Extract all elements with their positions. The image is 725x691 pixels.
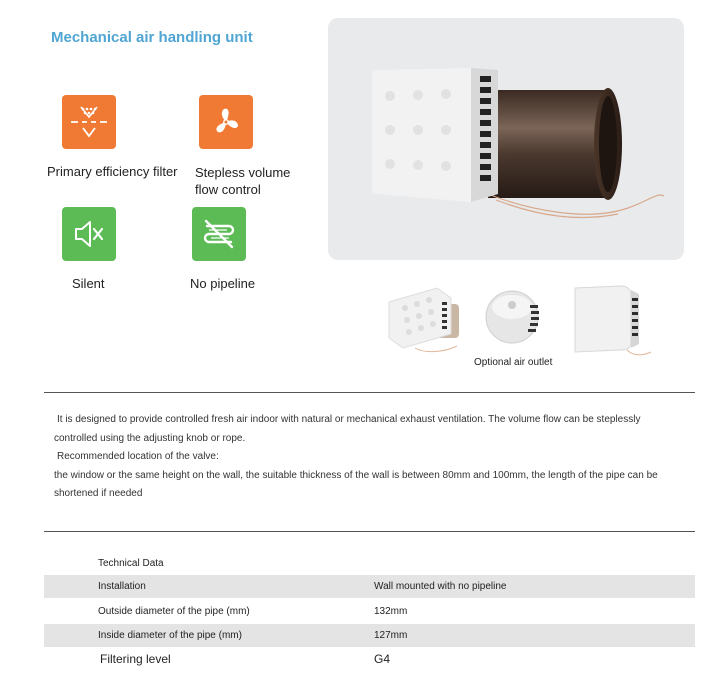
description [54, 411, 704, 504]
technical-data-heading: Technical Data [98, 558, 164, 569]
description-line-2: controlled using the adjusting knob or rope. [54, 432, 246, 444]
product-hero-image [328, 18, 684, 260]
divider-bottom [44, 531, 695, 532]
row-label: Filtering level [100, 652, 171, 666]
row-value: G4 [374, 652, 391, 666]
divider-top [44, 392, 695, 393]
row-value: 132mm [374, 606, 408, 617]
row-value: Wall mounted with no pipeline [374, 581, 507, 592]
page-title: Mechanical air handling unit [51, 29, 253, 46]
description-line-5: shortened if needed [54, 488, 143, 499]
description-line-1: It is designed to provide controlled fresh air indoor with natural or mechanical exhaust ventilation. The volume flow can be steplessly [57, 414, 641, 425]
filter-icon [62, 95, 116, 149]
feature-label-stepless-line1: Stepless volume [195, 165, 291, 180]
feature-label-stepless [195, 164, 290, 198]
outlet-round-thumbnail [482, 287, 548, 354]
row-label: Installation [98, 581, 146, 592]
outlet-square-thumbnail [385, 282, 465, 362]
description-line-3: Recommended location of the valve: [57, 451, 219, 462]
table-row [44, 600, 695, 623]
feature-label-filter: Primary efficiency filter [47, 164, 178, 179]
speaker-mute-icon [62, 207, 116, 261]
row-label: Outside diameter of the pipe (mm) [98, 606, 250, 617]
fan-icon [199, 95, 253, 149]
table-row [44, 575, 695, 598]
feature-label-stepless-line2: flow control [195, 182, 261, 197]
row-value: 127mm [374, 630, 408, 641]
table-row [44, 648, 695, 671]
feature-label-silent: Silent [72, 276, 105, 291]
description-line-4: the window or the same height on the wall, the suitable thickness of the wall is between 80mm and 100mm, the length of the pipe can be [54, 469, 658, 481]
table-row [44, 624, 695, 647]
row-label: Inside diameter of the pipe (mm) [98, 630, 242, 641]
outlet-curved-thumbnail [567, 280, 653, 365]
no-pipeline-icon [192, 207, 246, 261]
feature-label-no-pipeline: No pipeline [190, 276, 256, 291]
optional-air-outlet-caption: Optional air outlet [474, 357, 553, 368]
